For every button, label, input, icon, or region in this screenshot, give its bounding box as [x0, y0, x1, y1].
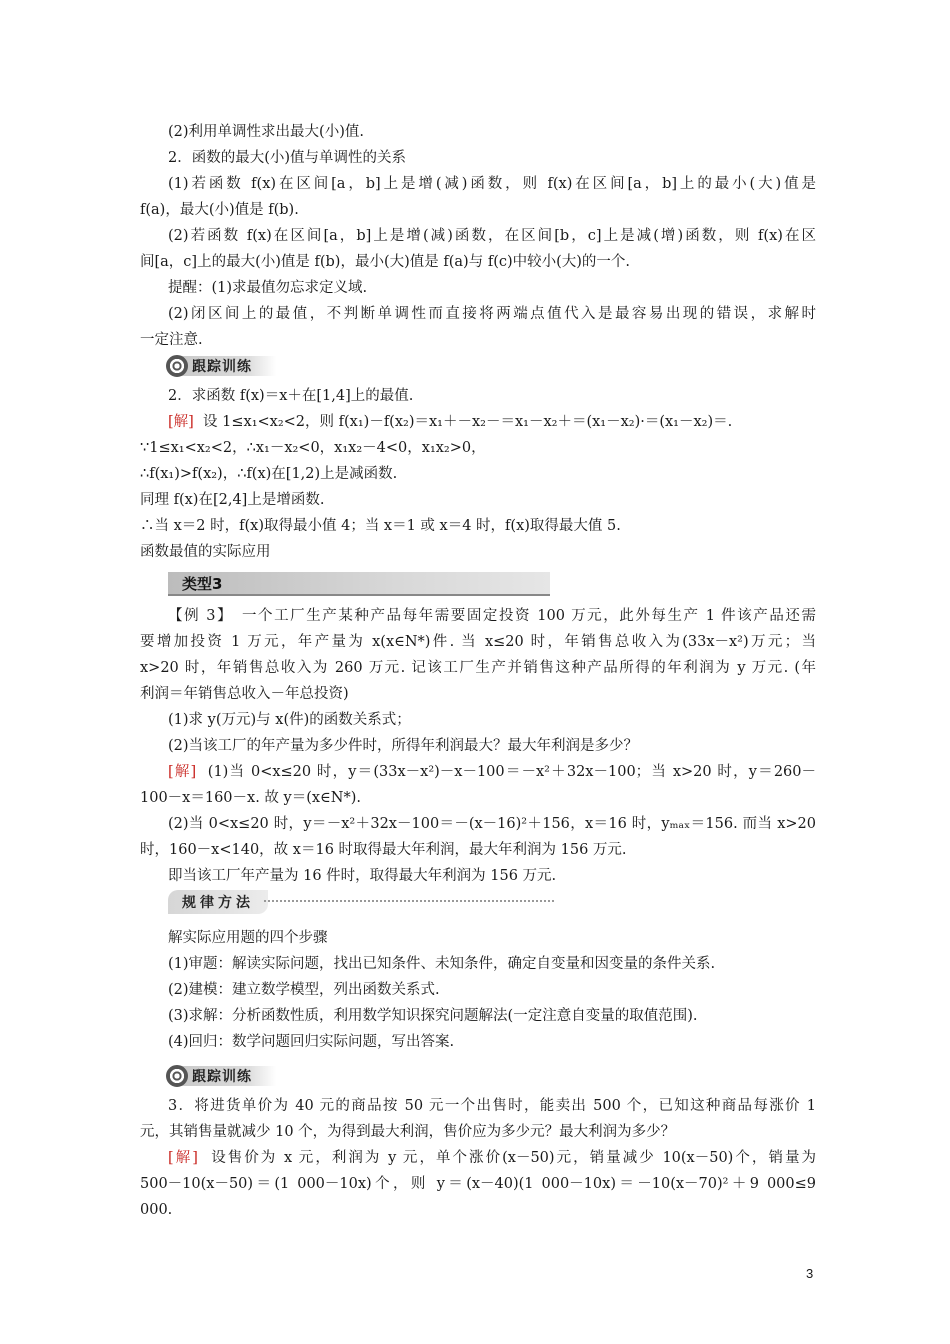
- method-step: (3)求解：分析函数性质，利用数学知识探究问题解法(一定注意自变量的取值范围).: [168, 1008, 698, 1024]
- page-number: 3: [806, 1266, 814, 1281]
- divider: [264, 900, 554, 902]
- question-text: 2．求函数 f(x)＝x＋在[1,4]上的最值.: [168, 388, 414, 404]
- solution-line: 同理 f(x)在[2,4]上是增函数.: [140, 492, 325, 508]
- solution-line: ∴f(x₁)>f(x₂)，∴f(x)在[1,2)上是减函数.: [140, 466, 398, 482]
- type-header-bar: [168, 572, 550, 596]
- type-label: 类型3: [182, 575, 223, 593]
- solution-line: 100－x＝160－x. 故 y＝(x∈N*).: [140, 790, 361, 806]
- solution-line: 时，160－x<140，故 x＝16 时取得最大年利润，最大年利润为 156 万元.: [140, 842, 627, 858]
- solution-line: 即当该工厂年产量为 16 件时，取得最大年利润为 156 万元.: [168, 868, 557, 884]
- solution-line: (2)当 0<x≤20 时，y＝－x²＋32x－100＝－(x－16)²＋156，x＝16 时，yₘₐₓ＝156. 而当 x>20: [168, 816, 816, 832]
- method-title: 解实际应用题的四个步骤: [168, 930, 328, 946]
- text-line: 间[a，c]上的最大(小)值是 f(b)，最小(大)值是 f(a)与 f(c)中较小(大)的一个.: [140, 254, 631, 270]
- question-text: 3．将进货单价为 40 元的商品按 50 元一个出售时，能卖出 500 个，已知这种商品每涨价 1: [168, 1098, 816, 1114]
- solution-line: [解] 设售价为 x 元，利润为 y 元，单个涨价(x－50)元，销量减少 10(x－50)个，销量为: [168, 1150, 817, 1166]
- solution-tag: [解]: [168, 1150, 198, 1166]
- solution-line: ∵1≤x₁<x₂<2，∴x₁－x₂<0，x₁x₂－4<0，x₁x₂>0，: [140, 440, 486, 456]
- method-step: (1)审题：解读实际问题，找出已知条件、未知条件，确定自变量和因变量的条件关系.: [168, 956, 716, 972]
- section-heading: 函数最值的实际应用: [140, 544, 271, 560]
- section-badge-tracking: [166, 354, 276, 378]
- text-line: 提醒：(1)求最值勿忘求定义域.: [168, 280, 368, 296]
- text-line: 2．函数的最大(小)值与单调性的关系: [168, 150, 407, 166]
- solution-line: 500－10(x－50)＝(1 000－10x)个，则 y＝(x－40)(1 000－10x)＝－10(x－70)²＋9 000≤9: [140, 1176, 816, 1192]
- text-line: f(a)，最大(小)值是 f(b).: [140, 202, 299, 218]
- text-line: (2)若函数 f(x)在区间[a，b]上是增(减)函数，在区间[b，c]上是减(增)函数，则 f(x)在区: [168, 228, 816, 244]
- solution-line: 000.: [140, 1202, 173, 1218]
- example-text: 利润＝年销售总收入－年总投资): [140, 686, 349, 702]
- method-step: (2)建模：建立数学模型，列出函数关系式.: [168, 982, 440, 998]
- method-step: (4)回归：数学问题回归实际问题，写出答案.: [168, 1034, 455, 1050]
- example-text: 要增加投资 1 万元，年产量为 x(x∈N*)件. 当 x≤20 时，年销售总收入为(33x－x²)万元；当: [140, 634, 816, 650]
- solution-line: ∴当 x＝2 时，f(x)取得最小值 4；当 x＝1 或 x＝4 时，f(x)取得最大值 5.: [140, 518, 621, 534]
- solution-tag: [解]: [168, 414, 194, 430]
- example-text: x>20 时，年销售总收入为 260 万元. 记该工厂生产并销售这种产品所得的年利润为 y 万元. (年: [140, 660, 816, 676]
- example-text: 【例 3】 一个工厂生产某种产品每年需要固定投资 100 万元，此外每生产 1 件该产品还需: [168, 608, 816, 624]
- badge-label: 跟踪训练: [182, 1066, 276, 1086]
- text-line: (1)若函数 f(x)在区间[a，b]上是增(减)函数，则 f(x)在区间[a，b]上的最小(大)值是: [168, 176, 816, 192]
- section-badge-tracking: [166, 1064, 276, 1088]
- method-label: 规律方法: [168, 890, 268, 914]
- target-icon: [166, 355, 188, 377]
- method-header: [168, 888, 558, 914]
- text-line: (2)闭区间上的最值，不判断单调性而直接将两端点值代入是最容易出现的错误，求解时: [168, 306, 816, 322]
- text-line: (2)利用单调性求出最大(小)值.: [168, 124, 364, 140]
- example-text: (2)当该工厂的年产量为多少件时，所得年利润最大？最大年利润是多少？: [168, 738, 639, 754]
- target-icon: [166, 1065, 188, 1087]
- text-line: 一定注意.: [140, 332, 203, 348]
- badge-label: 跟踪训练: [182, 356, 276, 376]
- solution-tag: [解]: [168, 764, 197, 780]
- example-text: (1)求 y(万元)与 x(件)的函数关系式；: [168, 712, 411, 728]
- question-text: 元，其销售量就减少 10 个，为得到最大利润，售价应为多少元？最大利润为多少？: [140, 1124, 676, 1140]
- solution-line: [解] 设 1≤x₁<x₂<2，则 f(x₁)－f(x₂)＝x₁＋－x₂－＝x₁－x₂＋＝(x₁－x₂)·＝(x₁－x₂)＝.: [168, 414, 733, 430]
- solution-line: [解] (1)当 0<x≤20 时，y＝(33x－x²)－x－100＝－x²＋32x－100；当 x>20 时，y＝260－: [168, 764, 816, 780]
